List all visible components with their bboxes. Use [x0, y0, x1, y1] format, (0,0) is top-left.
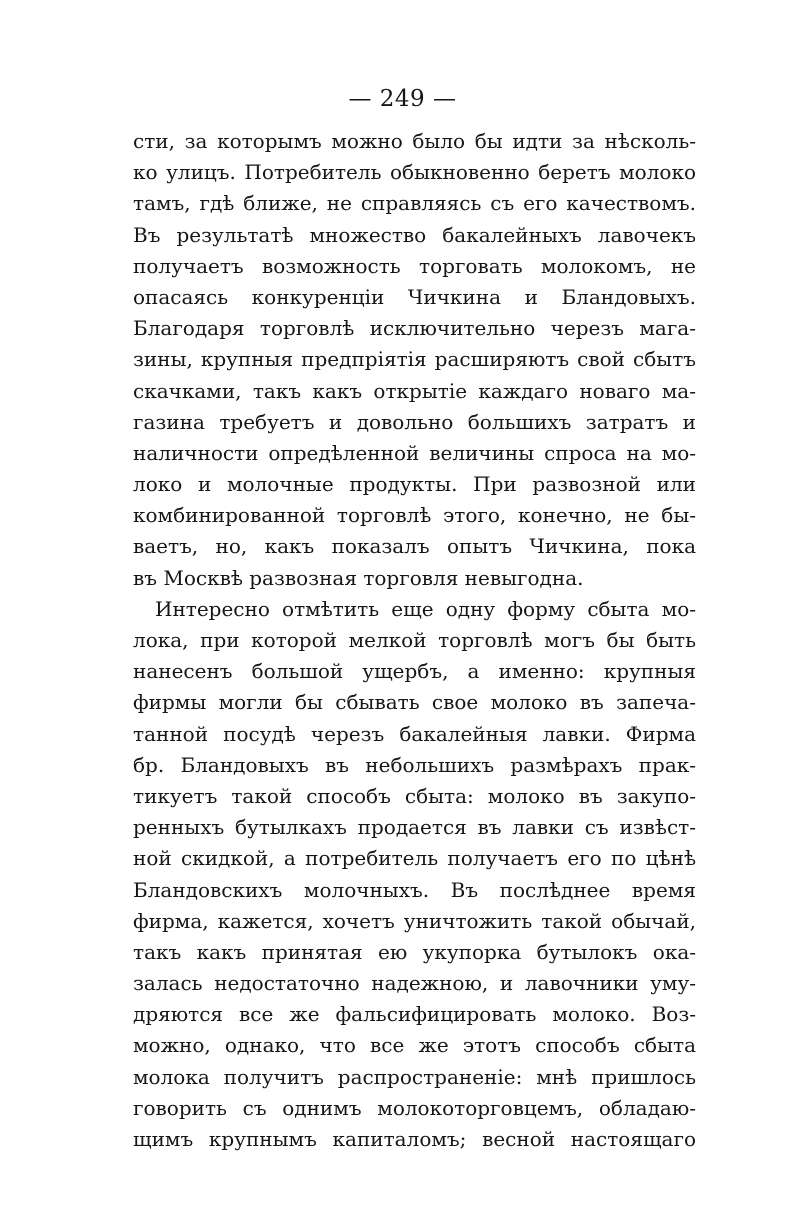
text-line: тамъ, гдѣ ближе, не справляясь съ его качествомъ.: [133, 191, 696, 216]
text-line: комбинированной торговлѣ этого, конечно, не бы-: [133, 503, 696, 528]
text-line: можно, однако, что все же этотъ способъ сбыта: [133, 1033, 696, 1058]
text-line: скачками, такъ какъ открытіе каждаго новаго ма-: [133, 378, 696, 403]
text-line: залась недостаточно надежною, и лавочники уму-: [133, 971, 696, 996]
text-line: Въ результатѣ множество бакалейныхъ лавочекъ: [133, 222, 696, 247]
text-line: щимъ крупнымъ капиталомъ; весной настоящаго: [133, 1127, 696, 1151]
text-line: дряются все же фальсифицировать молоко. Воз-: [133, 1002, 696, 1027]
text-line: ной скидкой, а потребитель получаетъ его по цѣнѣ: [133, 846, 696, 871]
text-line: локо и молочные продукты. При развозной или: [133, 472, 696, 497]
text-line: фирмы могли бы сбывать свое молоко въ запеча-: [133, 690, 696, 715]
text-line: зины, крупныя предпріятія расширяютъ свой сбытъ: [133, 347, 696, 372]
text-line: ваетъ, но, какъ показалъ опытъ Чичкина, пока: [133, 534, 696, 559]
text-line: танной посудѣ черезъ бакалейныя лавки. Фирма: [133, 721, 696, 746]
text-line: говорить съ однимъ молокоторговцемъ, обладаю-: [133, 1095, 696, 1120]
text-line: ко улицъ. Потребитель обыкновенно беретъ молоко: [133, 160, 696, 185]
body-text: [133, 126, 696, 1155]
text-line: бр. Бландовыхъ въ небольшихъ размѣрахъ прак-: [133, 752, 696, 777]
text-line: ренныхъ бутылкахъ продается въ лавки съ извѣст-: [133, 815, 696, 840]
text-line: сти, за которымъ можно было бы идти за нѣсколь-: [133, 129, 696, 153]
text-line: фирма, кажется, хочетъ уничтожить такой обычай,: [133, 908, 696, 933]
text-line: нанесенъ большой ущербъ, а именно: крупныя: [133, 659, 696, 684]
text-line: такъ какъ принятая ею укупорка бутылокъ ока-: [133, 939, 696, 964]
text-line: лока, при которой мелкой торговлѣ могъ бы быть: [133, 628, 696, 652]
paragraph-1: [133, 126, 696, 594]
text-line: Интересно отмѣтить еще одну форму сбыта мо-: [155, 596, 696, 621]
paragraph-2: [133, 594, 696, 1155]
text-line: газина требуетъ и довольно большихъ затратъ и: [133, 409, 696, 434]
text-line: получаетъ возможность торговать молокомъ, не: [133, 253, 696, 278]
text-line: тикуетъ такой способъ сбыта: молоко въ закупо-: [133, 783, 696, 808]
text-line: молока получитъ распространеніе: мнѣ пришлось: [133, 1064, 696, 1089]
text-line: опасаясь конкуренціи Чичкина и Бландовыхъ.: [133, 284, 696, 309]
text-line: Благодаря торговлѣ исключительно черезъ мага-: [133, 316, 696, 341]
text-line: наличности опредѣленной величины спроса на мо-: [133, 440, 696, 465]
text-line: Бландовскихъ молочныхъ. Въ послѣднее время: [133, 877, 696, 902]
text-line: въ Москвѣ развозная торговля невыгодна.: [133, 565, 584, 590]
page-number: — 249 —: [348, 86, 457, 112]
